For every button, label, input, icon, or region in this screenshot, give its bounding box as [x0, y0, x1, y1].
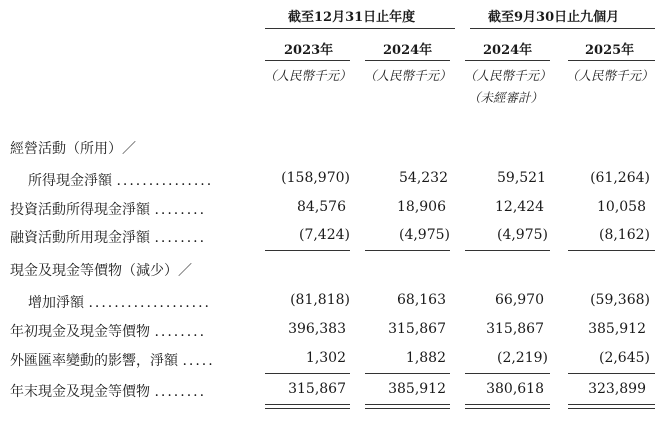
year-header-2025-nine-months: 2025年	[585, 43, 635, 58]
value-cell: 1,882	[405, 350, 446, 366]
value-cell: 10,058	[597, 199, 646, 215]
unit-label-1: （人民幣千元）	[264, 68, 352, 83]
row-label-cash-change: 現金及現金等價物（減少）／	[10, 263, 192, 279]
row-label-fx-effect: 外匯匯率變動的影響，淨額 .....	[10, 353, 215, 369]
unit-label-4: （人民幣千元）	[566, 68, 654, 83]
value-cell: 380,618	[486, 381, 544, 397]
value-cell: 68,163	[397, 292, 446, 308]
total-rule-1	[265, 373, 350, 374]
value-cell: (81,818)	[290, 292, 350, 308]
value-cell: (2,645)	[598, 350, 650, 366]
subtotal-rule-4	[568, 250, 655, 251]
total-rule-2	[365, 373, 450, 374]
value-cell: 323,899	[588, 381, 646, 397]
double-rule-top-4	[568, 404, 655, 405]
value-cell: 12,424	[495, 199, 544, 215]
double-rule-top-3	[465, 404, 550, 405]
double-rule-bottom-1	[265, 408, 350, 409]
unit-label-2: （人民幣千元）	[364, 68, 452, 83]
year-underline-1	[265, 60, 350, 61]
period-group-title-annual: 截至12月31日止年度	[288, 10, 416, 25]
value-cell: 18,906	[397, 199, 446, 215]
value-cell: 315,867	[288, 381, 346, 397]
row-label-closing-cash: 年末現金及現金等價物 ........	[10, 384, 207, 400]
value-cell: 396,383	[288, 321, 346, 337]
value-cell: (61,264)	[590, 170, 650, 186]
value-cell: 84,576	[297, 199, 346, 215]
row-label-financing-net-cash: 融資活動所用現金淨額 ........	[10, 230, 207, 246]
period-group-title-nine-months: 截至9月30日止九個月	[488, 10, 620, 25]
value-cell: 385,912	[588, 321, 646, 337]
value-cell: 315,867	[388, 321, 446, 337]
value-cell: (4,975)	[398, 227, 450, 243]
row-label-net-increase: 增加淨額 ...................	[28, 295, 212, 311]
value-cell: (4,975)	[496, 227, 548, 243]
subtotal-rule-1	[265, 250, 350, 251]
double-rule-top-1	[265, 404, 350, 405]
value-cell: 66,970	[495, 292, 544, 308]
unit-label-3: （人民幣千元）	[464, 68, 552, 83]
year-header-2024-nine-months: 2024年	[483, 43, 533, 58]
double-rule-bottom-3	[465, 408, 550, 409]
group-underline-annual	[265, 28, 455, 29]
value-cell: (7,424)	[298, 227, 350, 243]
value-cell: 54,232	[399, 170, 448, 186]
value-cell: (158,970)	[281, 170, 350, 186]
row-label-investing-net-cash: 投資活動所得現金淨額 ........	[10, 202, 207, 218]
year-underline-2	[365, 60, 450, 61]
year-underline-4	[568, 60, 655, 61]
total-rule-3	[465, 373, 550, 374]
double-rule-bottom-2	[365, 408, 450, 409]
value-cell: (8,162)	[598, 227, 650, 243]
year-underline-3	[465, 60, 550, 61]
row-label-operating-activities: 經營活動（所用）／	[10, 141, 136, 157]
row-label-operating-net-cash: 所得現金淨額 ...............	[28, 173, 214, 189]
value-cell: 59,521	[497, 170, 546, 186]
group-underline-nine-months	[470, 28, 655, 29]
year-header-2024: 2024年	[383, 43, 433, 58]
value-cell: (59,368)	[590, 292, 650, 308]
unaudited-label: （未經審計）	[468, 90, 544, 105]
value-cell: 1,302	[305, 350, 346, 366]
subtotal-rule-2	[365, 250, 450, 251]
row-label-opening-cash: 年初現金及現金等價物 ........	[10, 324, 207, 340]
double-rule-bottom-4	[568, 408, 655, 409]
subtotal-rule-3	[465, 250, 550, 251]
value-cell: (2,219)	[496, 350, 548, 366]
value-cell: 385,912	[388, 381, 446, 397]
total-rule-4	[568, 373, 655, 374]
double-rule-top-2	[365, 404, 450, 405]
value-cell: 315,867	[486, 321, 544, 337]
year-header-2023: 2023年	[284, 43, 334, 58]
